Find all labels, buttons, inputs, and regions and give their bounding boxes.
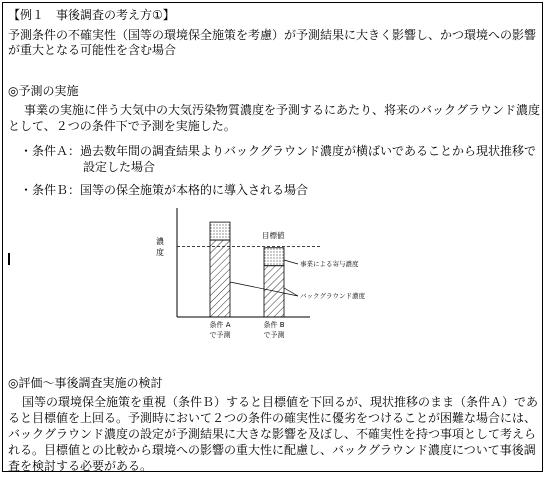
evaluation-line-1: 国等の環境保全施策を重視（条件Ｂ）すると目標値を下回るが、現状推移のまま（条件Ａ）であ — [22, 395, 539, 409]
condition-a-line-2: 設定した場合 — [83, 160, 156, 174]
concentration-chart — [150, 200, 400, 350]
evaluation-line-5: 査を検討する必要がある。 — [8, 459, 153, 473]
legend-project-contribution: 事業による寄与濃度 — [300, 260, 359, 268]
condition-a-line-1: ・条件Ａ：過去数年間の調査結果よりバックグラウンド濃度が横ばいであることから現状推移で — [20, 144, 537, 158]
prediction-body-line-1: 事業の実施に伴う大気中の大気汚染物質濃度を予測するにあたり、将来のバックグラウンド濃度 — [24, 103, 541, 117]
y-axis-label-char: 度 — [156, 248, 164, 257]
target-value-label: 目標値 — [262, 231, 285, 240]
category-label: 条件 B — [263, 321, 285, 329]
text-cursor — [8, 253, 10, 265]
example-title: 【例１ 事後調査の考え方①】 — [8, 8, 175, 22]
y-axis-label-char: 濃 — [156, 237, 164, 246]
project-contribution-bar — [264, 248, 284, 266]
evaluation-line-3: バックグラウンド濃度の設定が予測結果に大きな影響を及ぼし、不確実性を持つ事項として考えら — [8, 427, 537, 441]
condition-b-line: ・条件Ｂ：国等の保全施策が本格的に導入される場合 — [20, 183, 309, 197]
category-label: 条件 A — [209, 321, 231, 329]
intro-line-2: が重大となる可能性を含む場合 — [8, 43, 177, 57]
intro-line-1: 予測条件の不確実性（国等の環境保全施策を考慮）が予測結果に大きく影響し、かつ環境への影響 — [8, 28, 537, 42]
evaluation-line-4: れる。目標値との比較から環境への影響の重大性に配慮し、バックグラウンド濃度について事後調 — [8, 443, 536, 457]
evaluation-line-2: ると目標値を上回る。予測時において２つの条件の確実性に優劣をつけることが困難な場合には、 — [8, 411, 537, 425]
category-label: で予測 — [263, 331, 285, 339]
category-label: で予測 — [209, 331, 231, 339]
project-contribution-bar — [210, 222, 230, 240]
prediction-body-line-2: として、２つの条件下で予測を実施した。 — [8, 119, 236, 133]
legend-leader-line — [284, 260, 298, 264]
prediction-heading: ◎予測の実施 — [8, 84, 79, 98]
evaluation-heading: ◎評価～事後調査実施の検討 — [8, 376, 163, 390]
background-concentration-bar — [210, 240, 230, 317]
legend-background: バックグラウンド濃度 — [300, 292, 365, 300]
